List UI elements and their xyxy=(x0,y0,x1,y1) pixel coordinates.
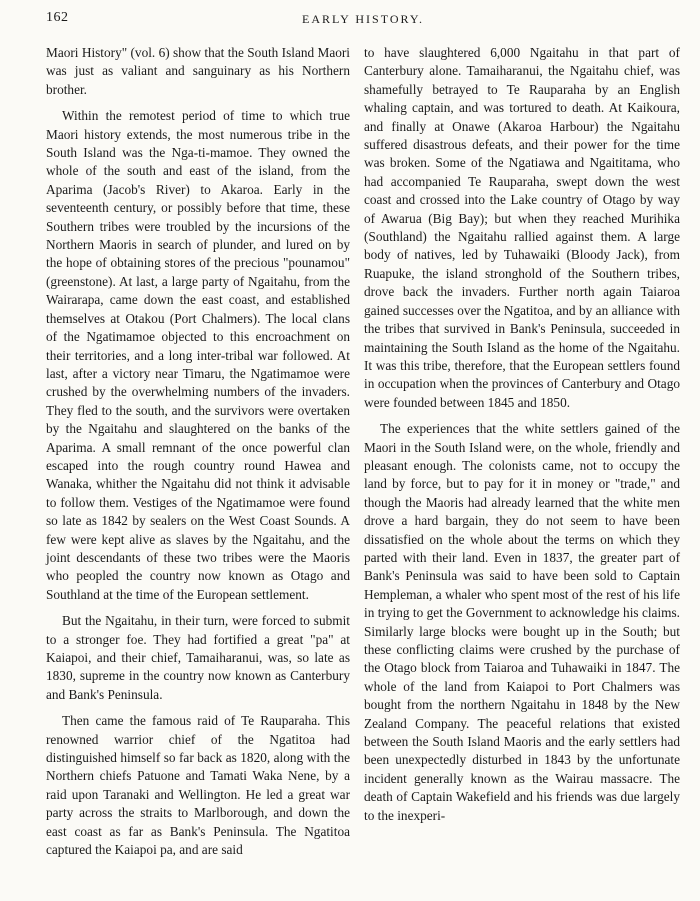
page-header xyxy=(46,4,680,26)
right-column xyxy=(364,44,680,833)
paragraph: to have slaughtered 6,000 Ngaitahu in that part of Canterbury alone. Tamaiharanui, the Ngaitahu chief, was shamefully betrayed to Te Rauparaha by an English whaling captain, and was tortured to death. At Kaikoura, and finally at Onawe (Akaroa Harbour) the Ngaitahu suffered disastrous defeats, and their power for the time was broken. Some of the Ngatiawa and Ngaititama, who had accompanied Te Rauparaha, swept down the west coast and crossed into the Lake country of Otago by way of Awarua (Big Bay); but when they reached Murihika (Southland) the Ngaitahu rallied against them. A large body of natives, led by Tuhawaiki (Bloody Jack), from Ruapuke, the island stronghold of the Southern tribes, drove back the invaders. Further north again Taiaroa gained successes over the Ngatitoa, and by an alliance with the tribes that survived in Bank's Peninsula, succeeded in maintaining the South Island as the home of the Ngaitahu. It was this tribe, therefore, that the European settlers found in occupation when the provinces of Canterbury and Otago were founded between 1845 and 1850. xyxy=(364,45,680,410)
paragraph: Maori History" (vol. 6) show that the South Island Maori was just as valiant and sanguinary as his Northern brother. xyxy=(46,45,350,97)
paragraph: Then came the famous raid of Te Rauparaha. This renowned warrior chief of the Ngatitoa had distinguished himself so far back as 1820, along with the Northern chiefs Patuone and Tamati Waka Nene, by a raid upon Taranaki and Wellington. He led a great war party across the straits to Marlborough, and down the east coast as far as Bank's Peninsula. The Ngatitoa captured the Kaiapoi pa, and are said xyxy=(46,713,350,858)
running-head: EARLY HISTORY. xyxy=(302,12,424,26)
left-column xyxy=(46,44,350,867)
paragraph: But the Ngaitahu, in their turn, were forced to submit to a stronger foe. They had fortified a great "pa" at Kaiapoi, and their chief, Tamaiharanui, was, so late as 1830, supreme in the country now known as Canterbury and Bank's Peninsula. xyxy=(46,613,350,702)
page-number: 162 xyxy=(46,10,69,25)
paragraph: Within the remotest period of time to which true Maori history extends, the most numerous tribe in the South Island was the Nga-ti-mamoe. They owned the whole of the south and east of the island, from the Aparima (Jacob's River) to Akaroa. Early in the seventeenth century, or possibly before that time, these Southern tribes were troubled by the incursions of the Northern Maoris in search of plunder, and lured on by the hope of obtaining stores of the precious "pounamou" (greenstone). At last, a large party of Ngaitahu, from the Wairarapa, came down the east coast, and established themselves at Otakou (Port Chalmers). The local clans of the Ngatimamoe objected to this encroachment on their territories, and a long inter-tribal war followed. At last, after a victory near Timaru, the Ngatimamoe were crushed by the overwhelming numbers of the invaders. They fled to the south, and the survivors were overtaken by the Ngaitahu and slaughtered on the banks of the Aparima. A small remnant of the once powerful clan escaped into the rough country round Hawea and Wanaka, whither the Ngaitahu did not think it advisable to follow them. Vestiges of the Ngatimamoe were found so late as 1842 by sealers on the West Coast Sounds. A few were kept alive as slaves by the Ngaitahu, and the joint descendants of these two tribes were the Maoris who peopled the country now known as Otago and Southland at the time of the European settlement. xyxy=(46,108,350,602)
paragraph: The experiences that the white settlers gained of the Maori in the South Island were, on the whole, friendly and pleasant enough. The colonists came, not to occupy the land by force, but to pay for it in money or "trade," and though the Maoris had already learned that the white men drove a hard bargain, they do not seem to have been dissatisfied on the whole about the terms on which they parted with their land. Even in 1837, the greater part of Bank's Peninsula was said to have been sold to Captain Hempleman, a whaler who spent most of the rest of his life in trying to get the Government to acknowledge his claims. Similarly large blocks were bought up in the South; but these conflicting claims were crushed by the purchase of the Otago block from Taiaroa and Tuhawaiki in 1847. The whole of the land from Kaiapoi to Port Chalmers was bought from the northern Ngaitahu in 1848 by the New Zealand Company. The peaceful relations that existed between the South Island Maoris and the early settlers had been unexpectedly disturbed in 1843 by the unfortunate incident generally known as the Wairau massacre. The death of Captain Wakefield and his friends was due largely to the inexperi- xyxy=(364,421,680,823)
